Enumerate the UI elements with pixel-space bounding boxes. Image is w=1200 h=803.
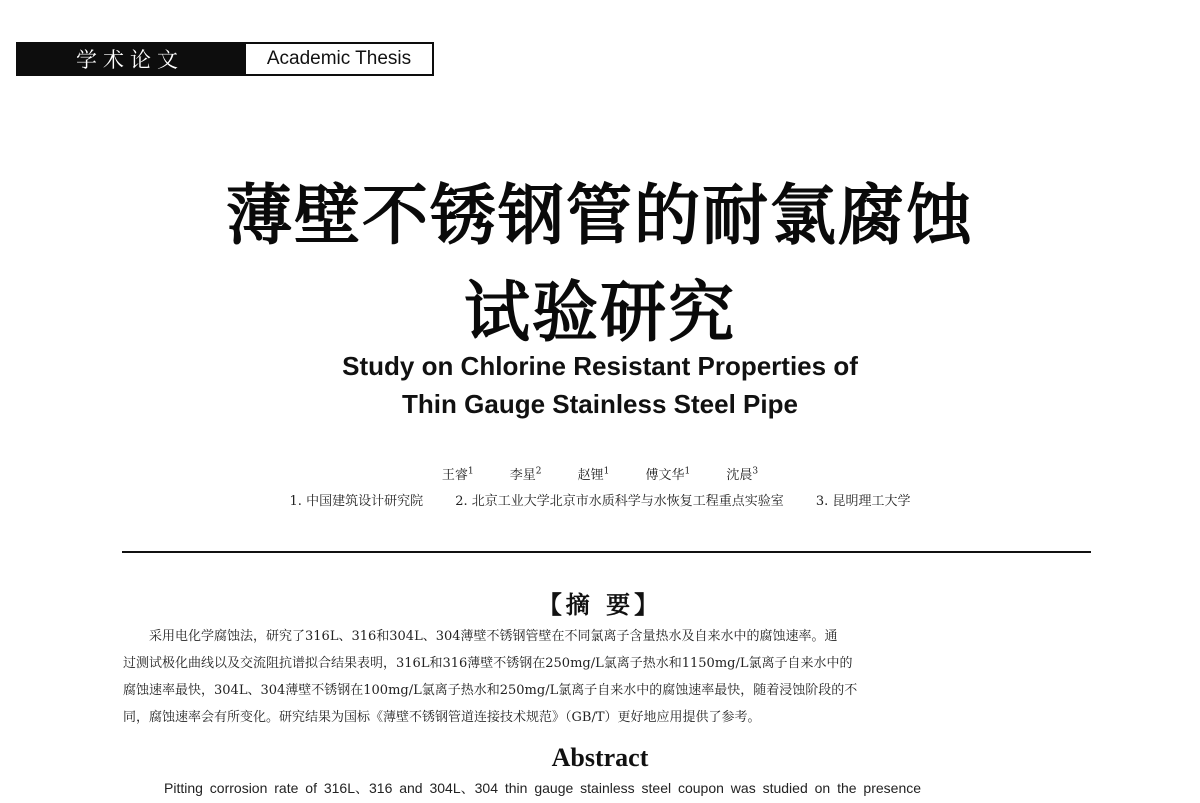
abstract-heading-chinese: 【摘 要】: [537, 590, 663, 619]
affiliation-marker: 3: [752, 466, 759, 477]
title-english-line-2: Thin Gauge Stainless Steel Pipe: [402, 389, 798, 419]
abstract-chinese: [123, 623, 1091, 731]
affiliation-marker: 1: [603, 466, 610, 477]
author: 李星$^2$: [509, 466, 542, 483]
author: 王睿$^1$: [441, 466, 474, 483]
abstract-line: 采用电化学腐蚀法，研究了316L、316和304L、304薄壁不锈钢管壁在不同氯离子含量热水及自来水中的腐蚀速率。通: [149, 629, 838, 644]
affiliation-marker: 1: [684, 466, 691, 477]
affiliation: 1. 中国建筑设计研究院: [289, 494, 424, 509]
author: 赵锂$^1$: [577, 466, 610, 483]
title-chinese-line-1: 薄壁不锈钢管的耐氯腐蚀: [226, 177, 974, 254]
affiliation: 2. 北京工业大学北京市水质科学与水恢复工程重点实验室: [455, 494, 784, 509]
title-english-line-1: Study on Chlorine Resistant Properties of: [342, 351, 858, 381]
abstract-line: 同，腐蚀速率会有所变化。研究结果为国标《薄壁不锈钢管道连接技术规范》（GB/T）更好地应用提供了参考。: [123, 710, 761, 725]
affiliation: 3. 昆明理工大学: [815, 494, 911, 509]
author: 沈晨$^3$: [726, 466, 759, 483]
abstract-line: 腐蚀速率最快，304L、304薄壁不锈钢在100mg/L氯离子热水和250mg/L氯离子自来水中的腐蚀速率最快，随着浸蚀阶段的不: [123, 683, 858, 698]
affiliation-marker: 1: [467, 466, 474, 477]
abstract-english-first-line: Pitting corrosion rate of 316L、316 and 304L、304 thin gauge stainless steel coupon was studied on the presence: [164, 780, 922, 796]
section-tag-english: Academic Thesis: [244, 42, 434, 76]
author: 傅文华$^1$: [645, 466, 691, 483]
affiliation-list: [0, 490, 1200, 509]
affiliation-marker: 2: [535, 466, 542, 477]
section-tag: [16, 42, 434, 76]
author-list: [0, 464, 1200, 483]
divider: [122, 551, 1091, 553]
abstract-heading-english: Abstract: [551, 743, 649, 772]
title-chinese-line-2: 试验研究: [464, 274, 736, 351]
abstract-line: 过测试极化曲线以及交流阻抗谱拟合结果表明，316L和316薄壁不锈钢在250mg/L氯离子热水和1150mg/L氯离子自来水中的: [123, 656, 853, 671]
section-tag-chinese: 学术论文: [16, 42, 244, 76]
